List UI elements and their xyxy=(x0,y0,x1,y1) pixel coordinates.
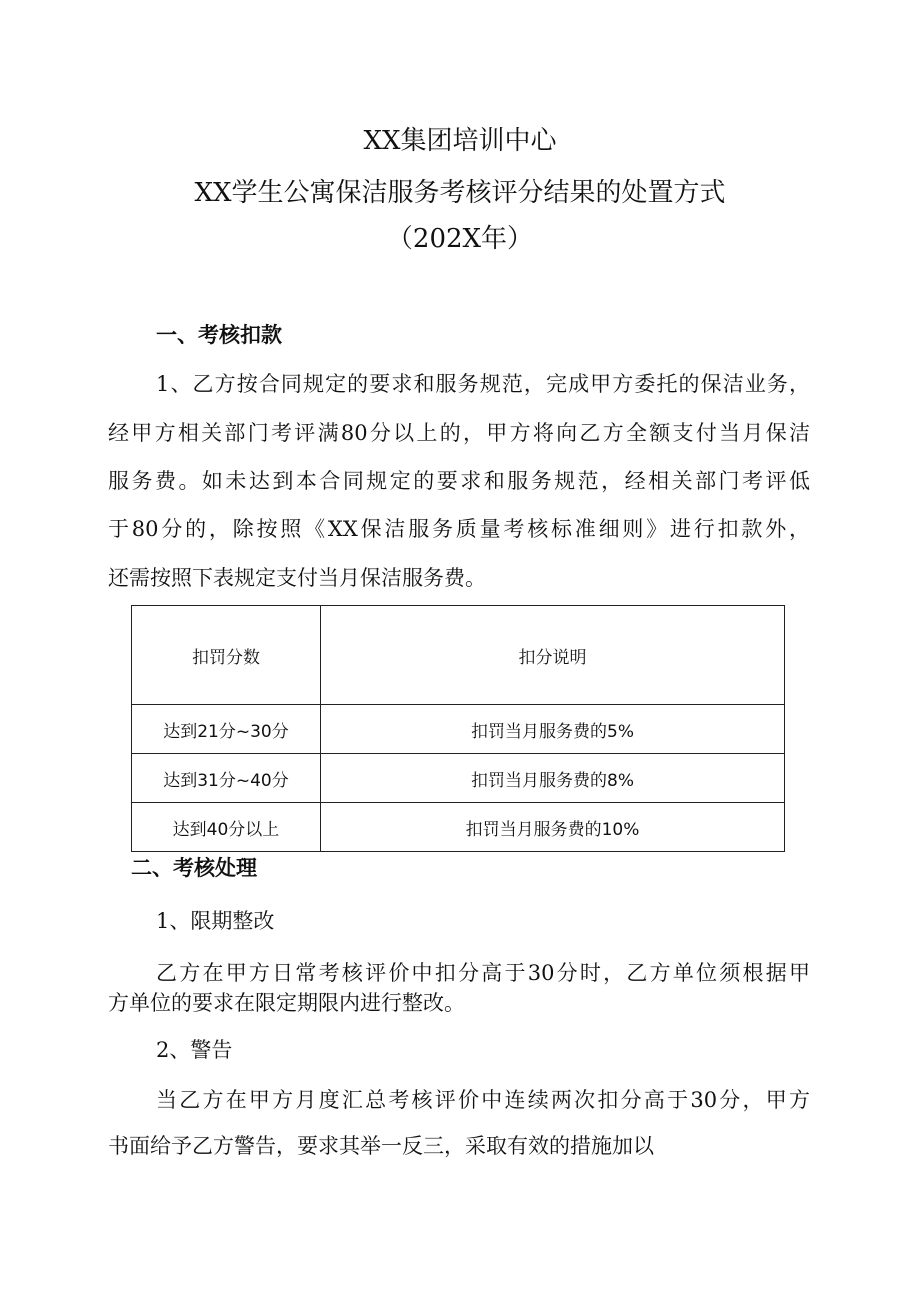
table-cell-score: 达到21分~30分 xyxy=(132,705,321,754)
table-cell-score: 达到40分以上 xyxy=(132,803,321,852)
section-heading: 二、考核处理 xyxy=(131,855,257,880)
paragraph-line: 于80分的，除按照《XX保洁服务质量考核标准细则》进行扣款外， xyxy=(108,517,810,541)
paragraph-line: 书面给予乙方警告，要求其举一反三，采取有效的措施加以 xyxy=(108,1134,654,1158)
column-header-description: 扣分说明 xyxy=(321,606,785,705)
penalty-table xyxy=(131,605,785,852)
paragraph-line: 方单位的要求在限定期限内进行整改。 xyxy=(108,991,465,1015)
item-title: 2、警告 xyxy=(156,1038,233,1062)
table-cell-description: 扣罚当月服务费的10% xyxy=(321,803,785,852)
table-row xyxy=(132,803,785,852)
title-main: XX学生公寓保洁服务考核评分结果的处置方式 xyxy=(194,178,726,208)
table-row xyxy=(132,754,785,803)
paragraph-line: 经甲方相关部门考评满80分以上的，甲方将向乙方全额支付当月保洁 xyxy=(108,421,810,445)
title-organization: XX集团培训中心 xyxy=(363,126,557,156)
paragraph-line: 服务费。如未达到本合同规定的要求和服务规范，经相关部门考评低 xyxy=(108,469,810,493)
table-cell-description: 扣罚当月服务费的8% xyxy=(321,754,785,803)
section-heading: 一、考核扣款 xyxy=(156,322,282,347)
item-title: 1、限期整改 xyxy=(156,909,275,933)
table-cell-description: 扣罚当月服务费的5% xyxy=(321,705,785,754)
table-cell-score: 达到31分~40分 xyxy=(132,754,321,803)
paragraph-line: 当乙方在甲方月度汇总考核评价中连续两次扣分高于30分，甲方 xyxy=(156,1088,810,1112)
table-header-row xyxy=(132,606,785,705)
table-row xyxy=(132,705,785,754)
title-year: （202X年） xyxy=(386,224,534,254)
paragraph-line: 还需按照下表规定支付当月保洁服务费。 xyxy=(108,566,486,590)
column-header-score: 扣罚分数 xyxy=(132,606,321,705)
paragraph-line: 1、乙方按合同规定的要求和服务规范，完成甲方委托的保洁业务， xyxy=(156,372,810,396)
paragraph-line: 乙方在甲方日常考核评价中扣分高于30分时，乙方单位须根据甲 xyxy=(156,961,810,985)
